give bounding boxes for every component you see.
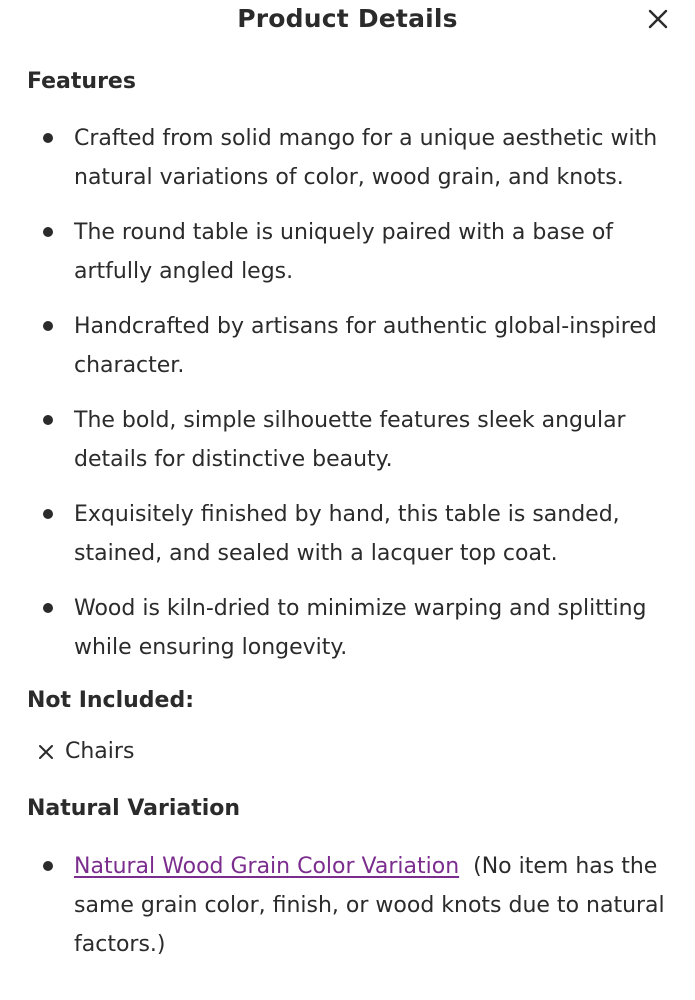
- feature-item: [27, 495, 667, 573]
- bullet-icon: [43, 415, 53, 425]
- feature-text: Handcrafted by artisans for authentic global-inspired character.: [74, 314, 657, 378]
- not-included-heading: Not Included:: [27, 688, 195, 713]
- variation-note: (No item has the same grain color, finish, or wood knots due to natural factors.): [74, 854, 665, 957]
- feature-item: [27, 213, 667, 291]
- x-icon: [37, 743, 55, 761]
- feature-text: Wood is kiln-dried to minimize warping and splitting while ensuring longevity.: [74, 596, 647, 660]
- natural-variation-heading: Natural Variation: [27, 796, 241, 821]
- variation-item: [27, 847, 667, 964]
- feature-item: [27, 307, 667, 385]
- feature-item: [27, 401, 667, 479]
- bullet-icon: [43, 227, 53, 237]
- feature-text: Crafted from solid mango for a unique aesthetic with natural variations of color, wood grain, and knots.: [74, 126, 658, 190]
- product-details-content: [27, 66, 667, 964]
- close-button[interactable]: [645, 6, 671, 32]
- natural-wood-grain-link[interactable]: Natural Wood Grain Color Variation: [74, 854, 460, 879]
- feature-item: [27, 589, 667, 667]
- feature-text: The bold, simple silhouette features sleek angular details for distinctive beauty.: [74, 408, 626, 472]
- bullet-icon: [43, 603, 53, 613]
- features-heading: Features: [27, 69, 136, 94]
- close-icon: [645, 6, 671, 32]
- bullet-icon: [43, 509, 53, 519]
- natural-variation-list: [27, 847, 667, 964]
- features-list: [27, 119, 667, 667]
- bullet-icon: [43, 861, 53, 871]
- feature-text: The round table is uniquely paired with a base of artfully angled legs.: [74, 220, 614, 284]
- modal-title: Product Details: [237, 4, 458, 33]
- modal-header: [0, 0, 695, 44]
- bullet-icon: [43, 133, 53, 143]
- feature-item: [27, 119, 667, 197]
- excluded-item: [37, 737, 667, 767]
- feature-text: Exquisitely finished by hand, this table is sanded, stained, and sealed with a lacquer top coat.: [74, 502, 620, 566]
- bullet-icon: [43, 321, 53, 331]
- excluded-item-label: Chairs: [65, 739, 135, 764]
